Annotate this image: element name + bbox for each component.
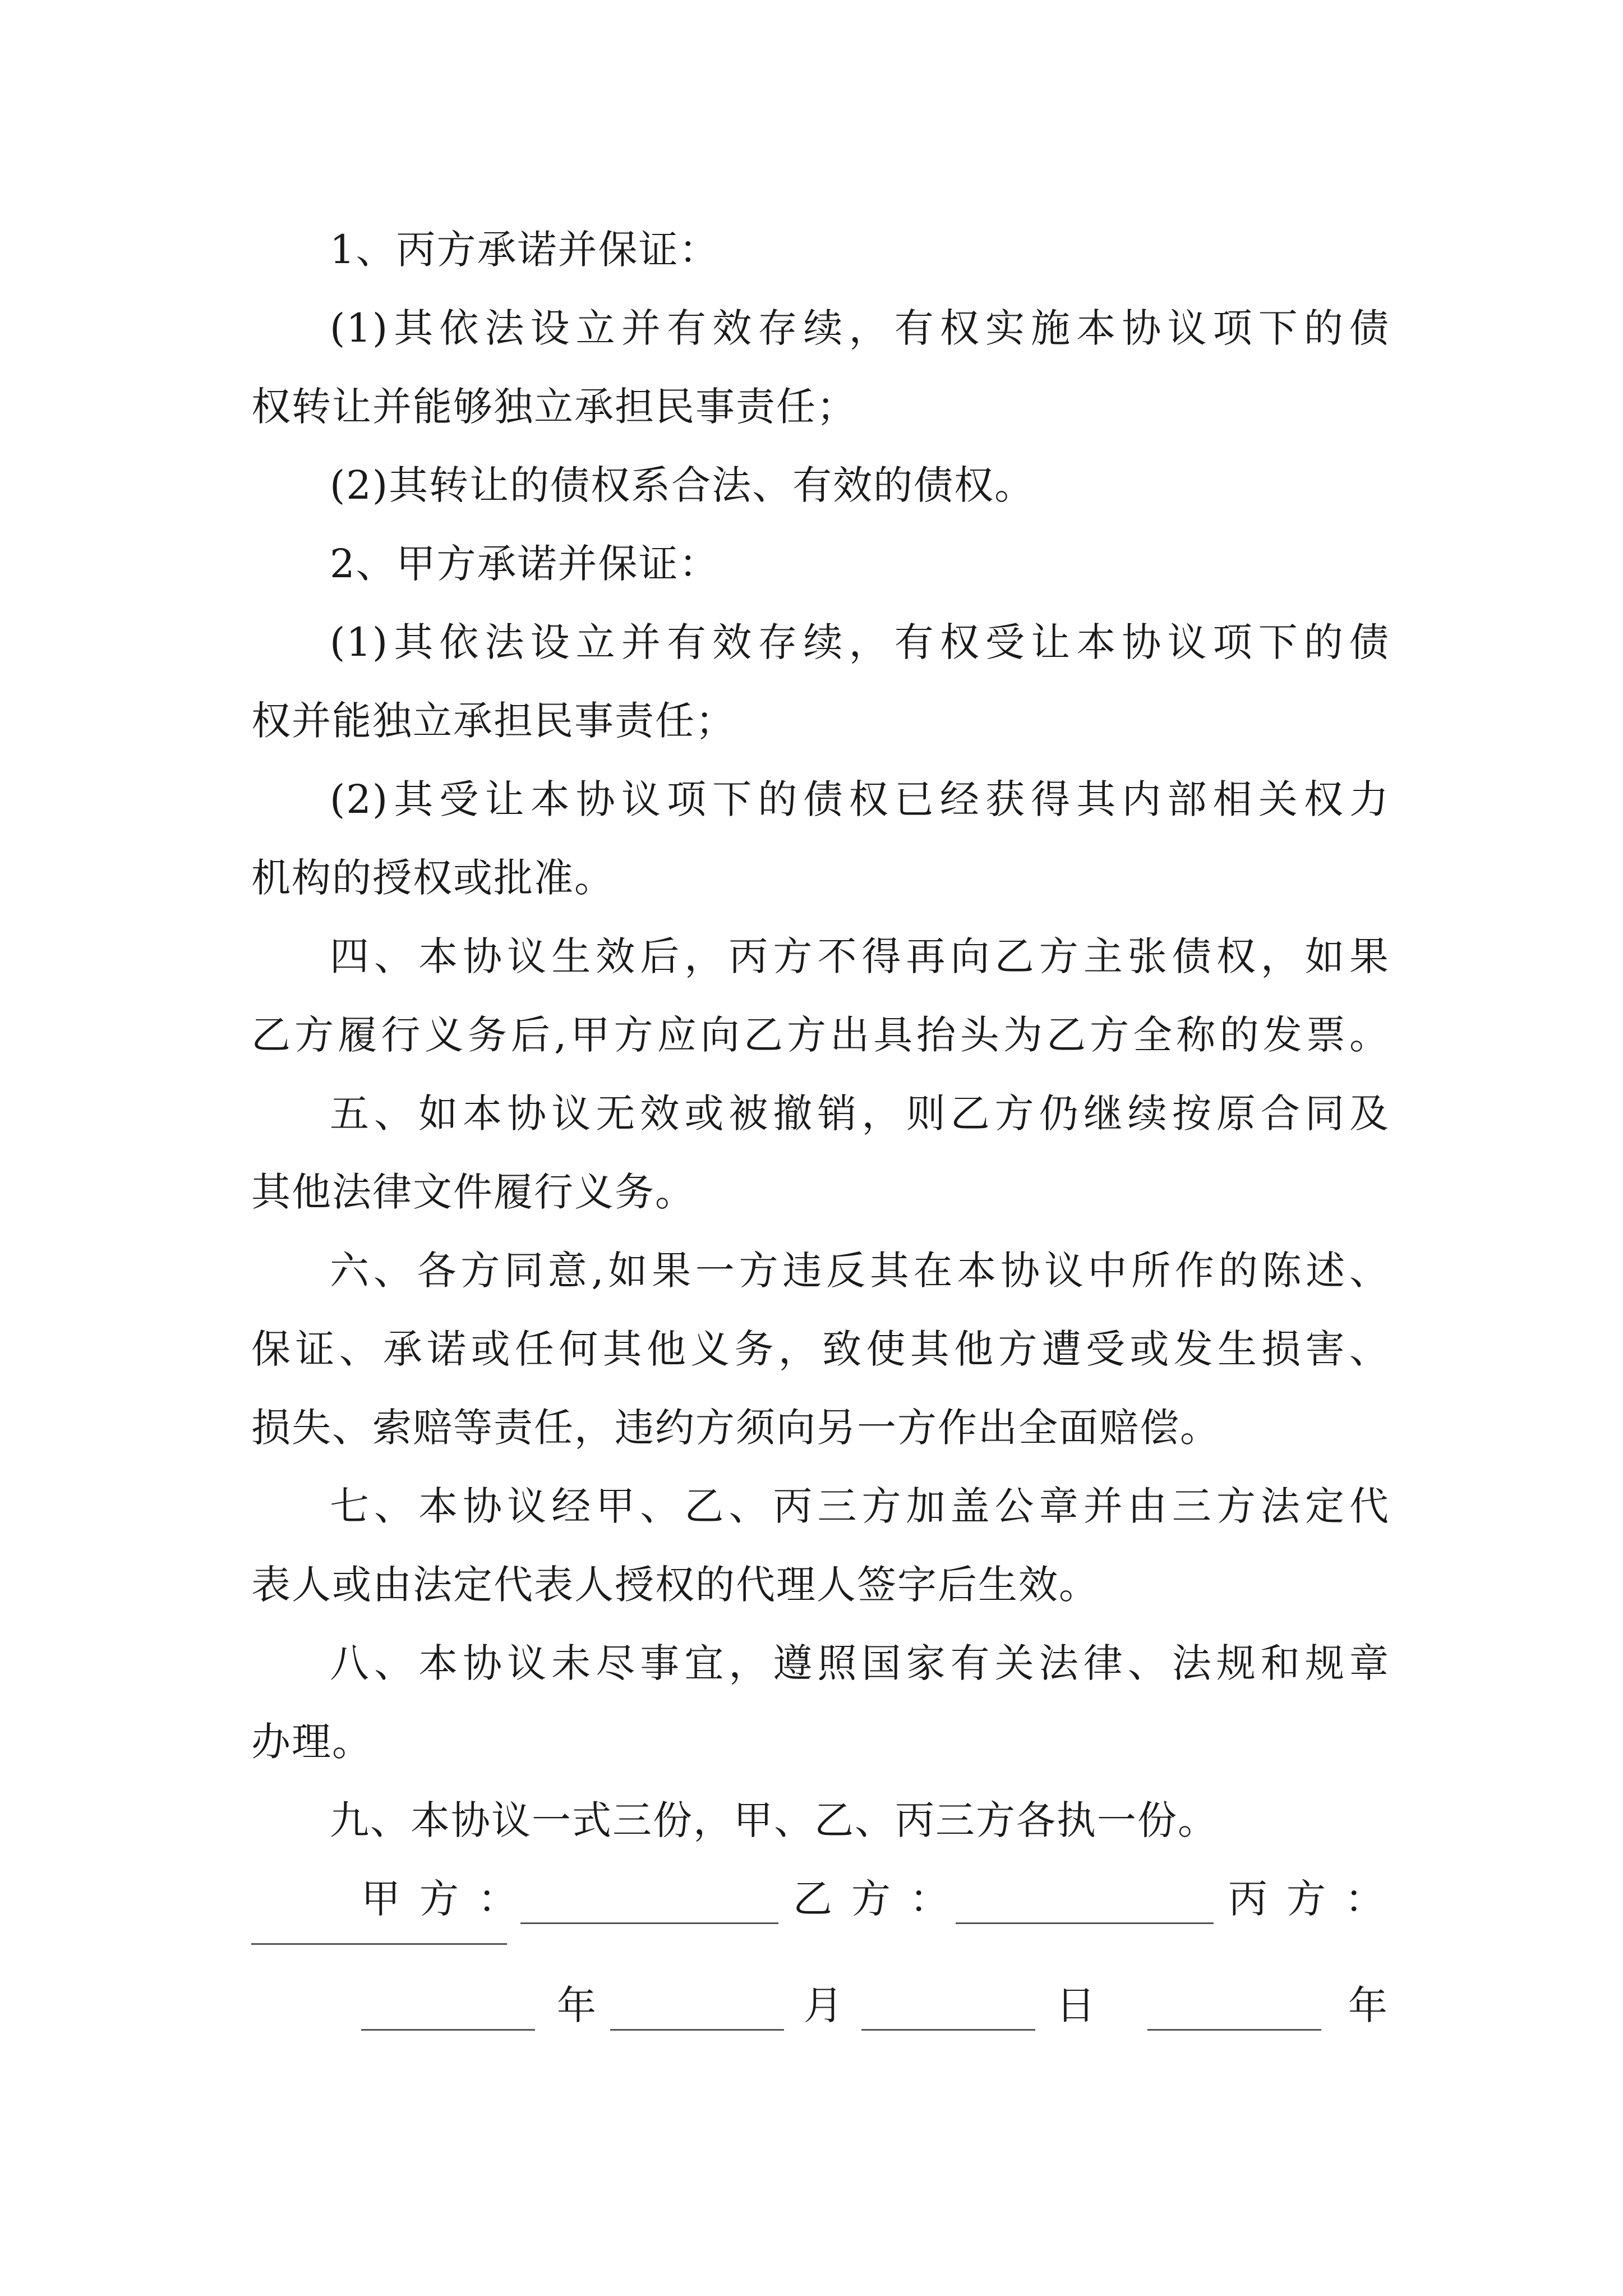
clause-8-line-2: 办理。 bbox=[251, 1719, 372, 1765]
clause-1-item-1-line-1: (1)其依法设立并有效存续，有权实施本协议项下的债 bbox=[330, 305, 1390, 351]
party-c-signature-blank[interactable] bbox=[251, 1943, 507, 1945]
clause-7-line-2: 表人或由法定代表人授权的代理人签字后生效。 bbox=[251, 1562, 1099, 1608]
party-b-signature-blank[interactable] bbox=[956, 1922, 1214, 1924]
clause-2-heading: 2、甲方承诺并保证： bbox=[330, 541, 720, 587]
clause-2-item-1-line-2: 权并能独立承担民事责任； bbox=[251, 698, 736, 744]
clause-8-line-1: 八、本协议未尽事宜，遵照国家有关法律、法规和规章 bbox=[330, 1640, 1390, 1686]
clause-1-item-2: (2)其转让的债权系合法、有效的债权。 bbox=[330, 462, 1035, 508]
clause-6-line-3: 损失、索赔等责任，违约方须向另一方作出全面赔偿。 bbox=[251, 1405, 1220, 1451]
clause-2-item-1-line-1: (1)其依法设立并有效存续，有权受让本协议项下的债 bbox=[330, 619, 1390, 665]
clause-7-line-1: 七、本协议经甲、乙、丙三方加盖公章并由三方法定代 bbox=[330, 1483, 1390, 1529]
year-blank[interactable] bbox=[361, 2029, 535, 2031]
clause-4-line-1: 四、本协议生效后，丙方不得再向乙方主张债权，如果 bbox=[330, 933, 1390, 979]
party-a-label: 甲方： bbox=[361, 1876, 536, 1922]
clause-5-line-1: 五、如本协议无效或被撤销，则乙方仍继续按原合同及 bbox=[330, 1091, 1390, 1137]
clause-6-line-1: 六、各方同意,如果一方违反其在本协议中所作的陈述、 bbox=[330, 1248, 1390, 1294]
clause-4-line-2: 乙方履行义务后,甲方应向乙方出具抬头为乙方全称的发票。 bbox=[251, 1012, 1390, 1058]
clause-2-item-2-line-2: 机构的授权或批准。 bbox=[251, 855, 615, 901]
clause-6-line-2: 保证、承诺或任何其他义务，致使其他方遭受或发生损害、 bbox=[251, 1326, 1390, 1372]
party-c-label: 丙方： bbox=[1228, 1876, 1403, 1922]
day-blank[interactable] bbox=[861, 2029, 1035, 2031]
month-blank[interactable] bbox=[610, 2029, 784, 2031]
second-year-label: 年 bbox=[1348, 1982, 1387, 2028]
party-b-label: 乙方： bbox=[793, 1876, 968, 1922]
clause-5-line-2: 其他法律文件履行义务。 bbox=[251, 1169, 695, 1215]
signature-row bbox=[251, 1860, 1403, 1938]
clause-1-heading: 1、丙方承诺并保证： bbox=[330, 227, 720, 273]
year-label: 年 bbox=[557, 1982, 596, 2028]
clause-2-item-2-line-1: (2)其受让本协议项下的债权已经获得其内部相关权力 bbox=[330, 776, 1390, 822]
party-a-signature-blank[interactable] bbox=[520, 1922, 778, 1924]
month-label: 月 bbox=[804, 1982, 843, 2028]
day-label: 日 bbox=[1056, 1982, 1095, 2028]
clause-9: 九、本协议一式三份，甲、乙、丙三方各执一份。 bbox=[330, 1797, 1218, 1843]
clause-1-item-1-line-2: 权转让并能够独立承担民事责任； bbox=[251, 384, 857, 430]
date-row bbox=[251, 1966, 1390, 2045]
second-year-blank[interactable] bbox=[1147, 2029, 1321, 2031]
